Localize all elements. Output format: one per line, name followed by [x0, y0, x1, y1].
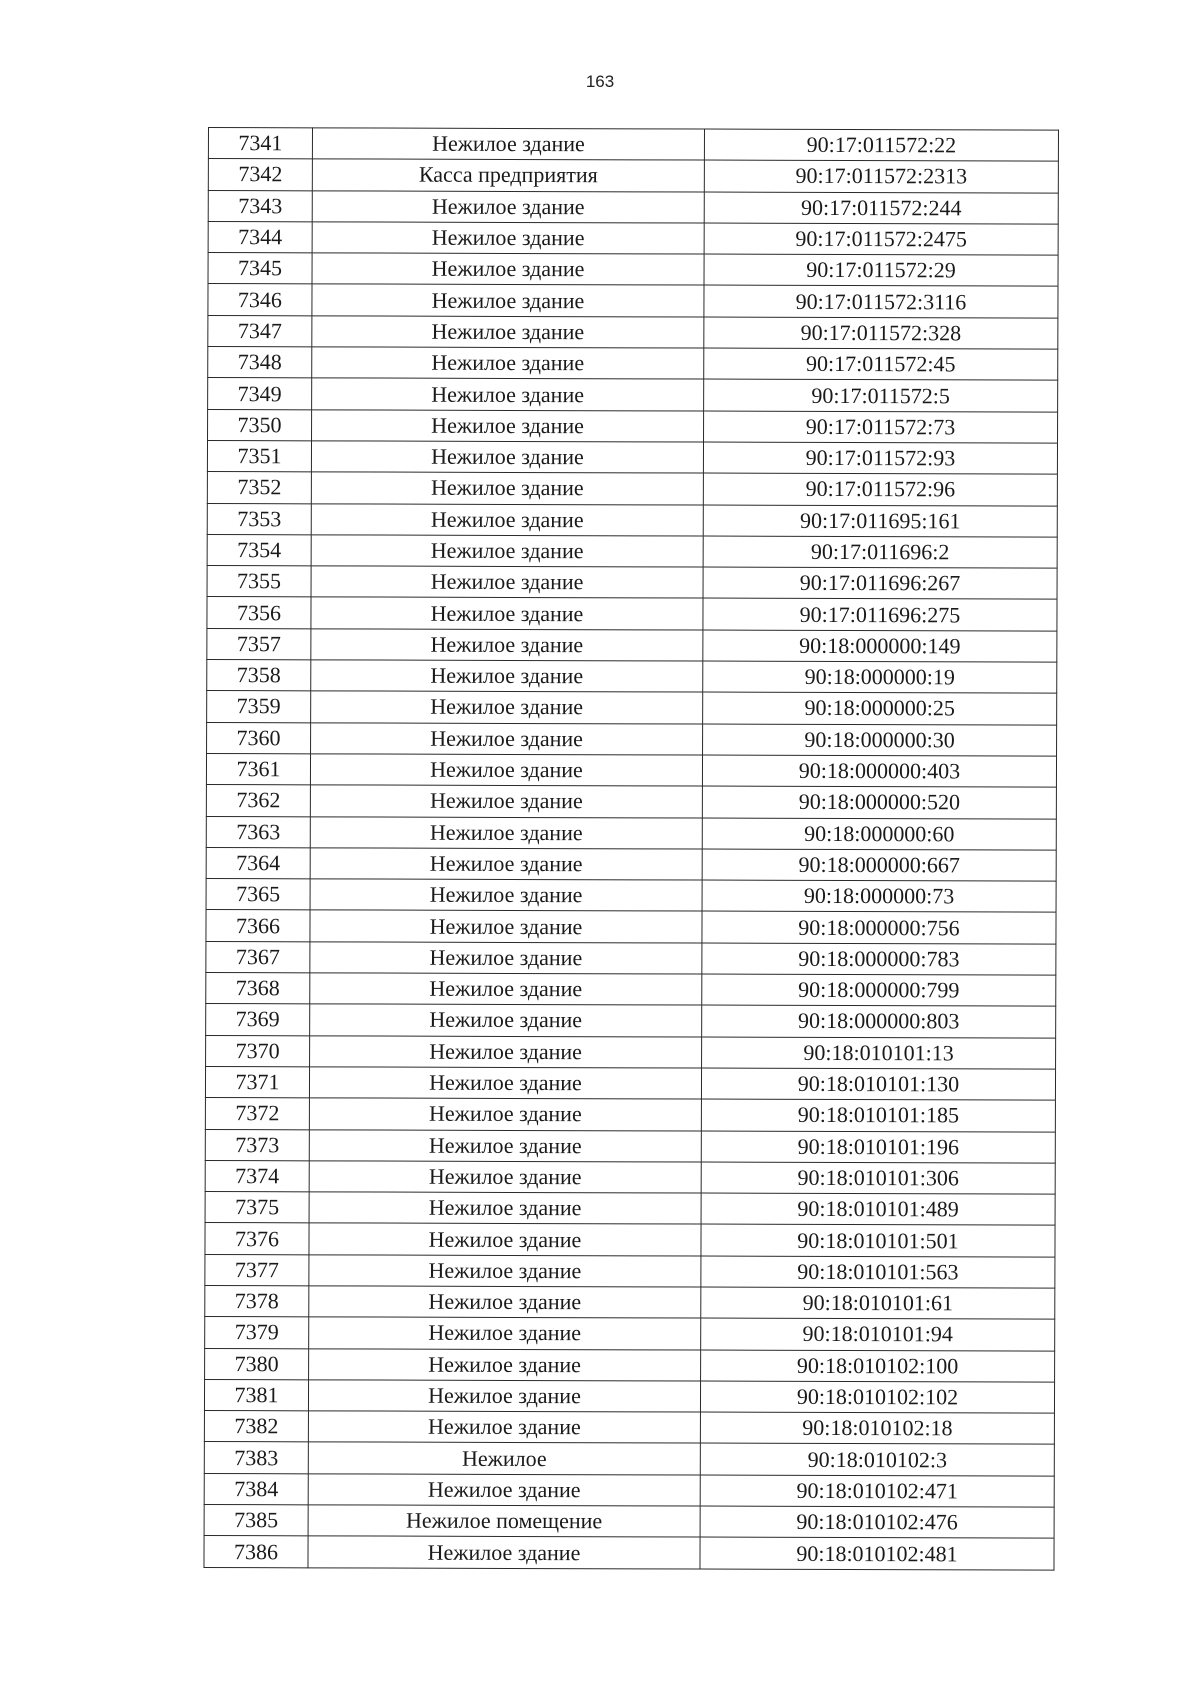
table-row [206, 941, 1056, 975]
object-name-cell: Нежилое здание [310, 785, 702, 818]
row-number-cell: 7376 [205, 1223, 309, 1255]
object-name-cell: Нежилое здание [310, 910, 702, 943]
row-number-cell: 7385 [204, 1505, 308, 1537]
table-row [206, 1035, 1056, 1069]
cadastral-number-cell: 90:17:011572:22 [704, 129, 1058, 161]
row-number-cell: 7348 [208, 347, 312, 379]
cadastral-number-cell: 90:17:011572:244 [704, 192, 1058, 224]
cadastral-number-cell: 90:18:000000:73 [702, 880, 1056, 912]
object-name-cell: Нежилое здание [308, 1474, 700, 1507]
table-body [204, 128, 1059, 1570]
object-name-cell: Нежилое здание [309, 1161, 701, 1194]
cadastral-number-cell: 90:18:000000:60 [702, 818, 1056, 850]
cadastral-number-cell: 90:17:011572:328 [704, 317, 1058, 349]
table-row [208, 190, 1058, 224]
property-table [203, 127, 1059, 1570]
object-name-cell: Нежилое здание [312, 347, 704, 380]
object-name-cell: Нежилое здание [311, 503, 703, 536]
row-number-cell: 7368 [206, 973, 310, 1005]
row-number-cell: 7383 [204, 1442, 308, 1474]
object-name-cell: Нежилое здание [310, 754, 702, 787]
table-row [208, 347, 1058, 381]
row-number-cell: 7358 [207, 660, 311, 692]
row-number-cell: 7343 [208, 190, 312, 222]
object-name-cell: Нежилое здание [311, 472, 703, 505]
row-number-cell: 7372 [205, 1098, 309, 1130]
row-number-cell: 7351 [207, 440, 311, 472]
table-row [206, 1004, 1056, 1038]
object-name-cell: Нежилое здание [310, 816, 702, 849]
cadastral-number-cell: 90:18:010102:481 [700, 1537, 1054, 1569]
table-row [207, 722, 1057, 756]
table-row [205, 1254, 1055, 1288]
row-number-cell: 7361 [206, 753, 310, 785]
cadastral-number-cell: 90:17:011572:2475 [704, 223, 1058, 255]
cadastral-number-cell: 90:18:010102:102 [700, 1381, 1054, 1413]
cadastral-number-cell: 90:17:011572:93 [703, 442, 1057, 474]
cadastral-number-cell: 90:17:011572:73 [704, 411, 1058, 443]
row-number-cell: 7365 [206, 879, 310, 911]
row-number-cell: 7371 [205, 1066, 309, 1098]
object-name-cell: Нежилое здание [312, 378, 704, 411]
table-row [204, 1505, 1054, 1539]
cadastral-number-cell: 90:18:000000:149 [703, 630, 1057, 662]
cadastral-number-cell: 90:18:010101:306 [701, 1162, 1055, 1194]
cadastral-number-cell: 90:17:011572:2313 [704, 160, 1058, 192]
object-name-cell: Нежилое здание [310, 1004, 702, 1037]
object-name-cell: Нежилое здание [308, 1536, 700, 1569]
object-name-cell: Нежилое здание [311, 566, 703, 599]
object-name-cell: Нежилое здание [311, 722, 703, 755]
cadastral-number-cell: 90:18:000000:25 [703, 692, 1057, 724]
object-name-cell: Нежилое здание [311, 691, 703, 724]
cadastral-number-cell: 90:18:010101:185 [701, 1099, 1055, 1131]
row-number-cell: 7350 [208, 409, 312, 441]
row-number-cell: 7370 [206, 1035, 310, 1067]
object-name-cell: Нежилое здание [309, 1286, 701, 1319]
table-row [208, 378, 1058, 412]
table-row [204, 1379, 1054, 1413]
row-number-cell: 7353 [207, 503, 311, 535]
table-row [205, 1066, 1055, 1100]
row-number-cell: 7347 [208, 315, 312, 347]
row-number-cell: 7366 [206, 910, 310, 942]
row-number-cell: 7356 [207, 597, 311, 629]
table-row [208, 128, 1058, 162]
row-number-cell: 7375 [205, 1192, 309, 1224]
table-row [207, 503, 1057, 537]
row-number-cell: 7360 [207, 722, 311, 754]
object-name-cell: Нежилое здание [310, 1035, 702, 1068]
cadastral-number-cell: 90:17:011572:29 [704, 254, 1058, 286]
cadastral-number-cell: 90:18:000000:803 [702, 1005, 1056, 1037]
table-row [207, 597, 1057, 631]
table-row [205, 1098, 1055, 1132]
object-name-cell: Нежилое здание [309, 1317, 701, 1350]
cadastral-number-cell: 90:17:011572:96 [703, 473, 1057, 505]
row-number-cell: 7379 [205, 1317, 309, 1349]
cadastral-number-cell: 90:18:000000:667 [702, 849, 1056, 881]
cadastral-number-cell: 90:18:010102:476 [700, 1506, 1054, 1538]
cadastral-number-cell: 90:18:010101:130 [701, 1068, 1055, 1100]
object-name-cell: Нежилое здание [312, 284, 704, 317]
row-number-cell: 7362 [206, 785, 310, 817]
cadastral-number-cell: 90:18:010101:61 [701, 1287, 1055, 1319]
table-row [207, 440, 1057, 474]
cadastral-number-cell: 90:18:010101:13 [702, 1037, 1056, 1069]
table-row [205, 1285, 1055, 1319]
cadastral-number-cell: 90:17:011572:45 [704, 348, 1058, 380]
table-row [207, 534, 1057, 568]
cadastral-number-cell: 90:18:010101:563 [701, 1256, 1055, 1288]
row-number-cell: 7346 [208, 284, 312, 316]
object-name-cell: Нежилое здание [311, 597, 703, 630]
object-name-cell: Нежилое здание [309, 1223, 701, 1256]
object-name-cell: Нежилое здание [309, 1098, 701, 1131]
table-row [204, 1473, 1054, 1507]
row-number-cell: 7342 [208, 159, 312, 191]
cadastral-number-cell: 90:17:011572:5 [704, 379, 1058, 411]
row-number-cell: 7354 [207, 534, 311, 566]
row-number-cell: 7364 [206, 847, 310, 879]
cadastral-number-cell: 90:18:000000:19 [703, 661, 1057, 693]
cadastral-number-cell: 90:17:011696:2 [703, 536, 1057, 568]
object-name-cell: Нежилое здание [310, 973, 702, 1006]
row-number-cell: 7344 [208, 221, 312, 253]
cadastral-number-cell: 90:18:010102:18 [700, 1412, 1054, 1444]
table-row [207, 566, 1057, 600]
table-row [208, 159, 1058, 193]
cadastral-number-cell: 90:17:011572:3116 [704, 286, 1058, 318]
object-name-cell: Нежилое здание [312, 222, 704, 255]
cadastral-number-cell: 90:18:010101:196 [701, 1131, 1055, 1163]
page-number: 163 [585, 72, 615, 91]
row-number-cell: 7374 [205, 1160, 309, 1192]
object-name-cell: Нежилое здание [309, 1192, 701, 1225]
table-row [208, 221, 1058, 255]
object-name-cell: Нежилое здание [311, 660, 703, 693]
object-name-cell: Нежилое здание [311, 441, 703, 474]
object-name-cell: Нежилое здание [312, 190, 704, 223]
cadastral-number-cell: 90:18:010102:100 [701, 1350, 1055, 1382]
row-number-cell: 7380 [205, 1348, 309, 1380]
table-row [206, 816, 1056, 850]
cadastral-number-cell: 90:18:010101:489 [701, 1193, 1055, 1225]
row-number-cell: 7378 [205, 1285, 309, 1317]
table-row [205, 1129, 1055, 1163]
table-row [207, 472, 1057, 506]
table-row [204, 1536, 1054, 1570]
table-row [206, 910, 1056, 944]
table-row [205, 1223, 1055, 1257]
table-row [206, 753, 1056, 787]
table-row [208, 284, 1058, 318]
cadastral-number-cell: 90:18:000000:756 [702, 911, 1056, 943]
row-number-cell: 7386 [204, 1536, 308, 1568]
cadastral-number-cell: 90:18:010101:94 [701, 1318, 1055, 1350]
cadastral-number-cell: 90:18:010101:501 [701, 1224, 1055, 1256]
row-number-cell: 7341 [208, 128, 312, 160]
object-name-cell: Нежилое здание [308, 1380, 700, 1413]
table-row [206, 879, 1056, 913]
row-number-cell: 7363 [206, 816, 310, 848]
table-row [207, 691, 1057, 725]
object-name-cell: Нежилое здание [312, 409, 704, 442]
row-number-cell: 7377 [205, 1254, 309, 1286]
row-number-cell: 7352 [207, 472, 311, 504]
object-name-cell: Нежилое здание [312, 253, 704, 286]
table-row [208, 409, 1058, 443]
object-name-cell: Нежилое здание [309, 1067, 701, 1100]
cadastral-number-cell: 90:17:011695:161 [703, 505, 1057, 537]
cadastral-number-cell: 90:18:000000:403 [702, 755, 1056, 787]
object-name-cell: Нежилое здание [311, 535, 703, 568]
object-name-cell: Нежилое здание [310, 879, 702, 912]
row-number-cell: 7357 [207, 628, 311, 660]
row-number-cell: 7359 [207, 691, 311, 723]
object-name-cell: Нежилое здание [310, 848, 702, 881]
cadastral-number-cell: 90:17:011696:275 [703, 599, 1057, 631]
object-name-cell: Нежилое здание [310, 942, 702, 975]
cadastral-number-cell: 90:17:011696:267 [703, 567, 1057, 599]
table-row [206, 785, 1056, 819]
row-number-cell: 7367 [206, 941, 310, 973]
object-name-cell: Нежилое [308, 1442, 700, 1475]
row-number-cell: 7382 [204, 1411, 308, 1443]
table-row [205, 1348, 1055, 1382]
table-row [205, 1160, 1055, 1194]
object-name-cell: Нежилое здание [312, 316, 704, 349]
row-number-cell: 7373 [205, 1129, 309, 1161]
table-row [205, 1317, 1055, 1351]
row-number-cell: 7345 [208, 253, 312, 285]
table-row [208, 253, 1058, 287]
object-name-cell: Нежилое здание [309, 1129, 701, 1162]
object-name-cell: Нежилое здание [308, 1411, 700, 1444]
object-name-cell: Нежилое здание [311, 629, 703, 662]
table-row [207, 628, 1057, 662]
row-number-cell: 7384 [204, 1473, 308, 1505]
table-row [205, 1192, 1055, 1226]
row-number-cell: 7381 [204, 1379, 308, 1411]
object-name-cell: Касса предприятия [312, 159, 704, 192]
object-name-cell: Нежилое здание [312, 128, 704, 161]
object-name-cell: Нежилое здание [309, 1348, 701, 1381]
cadastral-number-cell: 90:18:010102:3 [700, 1444, 1054, 1476]
object-name-cell: Нежилое помещение [308, 1505, 700, 1538]
table-row [206, 847, 1056, 881]
table-row [204, 1442, 1054, 1476]
row-number-cell: 7355 [207, 566, 311, 598]
row-number-cell: 7349 [208, 378, 312, 410]
cadastral-number-cell: 90:18:000000:520 [702, 786, 1056, 818]
table-row [204, 1411, 1054, 1445]
cadastral-number-cell: 90:18:000000:783 [702, 943, 1056, 975]
object-name-cell: Нежилое здание [309, 1255, 701, 1288]
table-row [207, 660, 1057, 694]
table-row [208, 315, 1058, 349]
table-row [206, 973, 1056, 1007]
cadastral-number-cell: 90:18:000000:799 [702, 974, 1056, 1006]
cadastral-number-cell: 90:18:000000:30 [703, 724, 1057, 756]
cadastral-number-cell: 90:18:010102:471 [700, 1475, 1054, 1507]
row-number-cell: 7369 [206, 1004, 310, 1036]
